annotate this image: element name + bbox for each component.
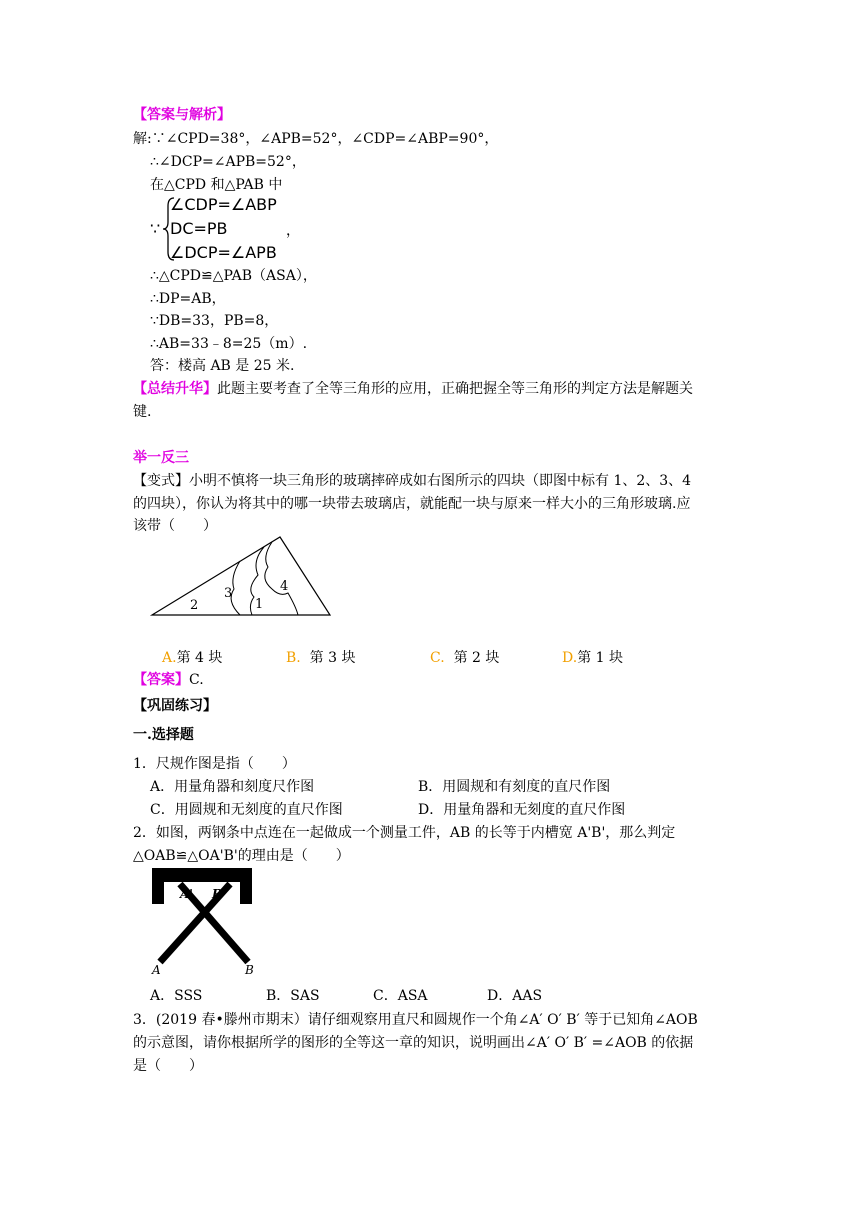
label-b: B (245, 963, 254, 977)
q1-option-d: D．用量角器和无刻度的直尺作图 (418, 802, 626, 818)
solution-line-1: 解:∵∠CPD=38°，∠APB=52°，∠CDP=∠ABP=90°， (133, 131, 499, 147)
label-a: A (152, 963, 161, 977)
q2-stem-2: △OAB≌△OA'B'的理由是（ ） (133, 848, 350, 864)
solution-line-8: 答：楼高 AB 是 25 米. (150, 358, 295, 374)
q2-option-b: B．SAS (266, 988, 320, 1004)
variant-option-b (286, 649, 355, 667)
label-b-prime: B' (212, 887, 226, 901)
practice-header: 【巩固练习】 (133, 698, 217, 714)
measuring-tool-figure (150, 866, 256, 978)
solution-line-2: ∴∠DCP=∠APB=52°， (150, 154, 306, 170)
summary-line-2: 键. (133, 404, 152, 420)
variant-option-d (562, 649, 623, 667)
variant-text-1: 小明不慎将一块三角形的玻璃摔碎成如右图所示的四块（即图中标有 1、2、3、4 (189, 473, 692, 489)
solution-line-7: ∴AB=33﹣8=25（m）. (150, 336, 308, 352)
variant-answer (133, 671, 204, 689)
label-a-prime: A' (180, 887, 193, 901)
variant-answer-value: C. (189, 672, 204, 688)
q2-option-c: C．ASA (373, 988, 428, 1004)
condition-2: DC=PB (170, 219, 228, 238)
option-letter: B. (286, 650, 301, 666)
variant-line-2: 的四块），你认为将其中的哪一块带去玻璃店，就能配一块与原来一样大小的三角形玻璃.应 (133, 496, 691, 512)
piece-label-3: 3 (224, 586, 233, 601)
option-letter: C. (430, 650, 445, 666)
condition-2-comma: ， (286, 223, 300, 239)
summary-line-1 (133, 380, 693, 398)
q2-option-a: A．SSS (150, 988, 203, 1004)
summary-header: 【总结升华】 (133, 381, 217, 397)
condition-1: ∠CDP=∠ABP (170, 195, 277, 214)
variant-option-a (162, 649, 222, 667)
variant-answer-header: 【答案】 (133, 672, 189, 688)
q2-stem-1: 2．如图，两钢条中点连在一起做成一个测量工件，AB 的长等于内槽宽 A'B'，那么判定 (133, 825, 676, 841)
piece-label-4: 2 (190, 598, 199, 613)
option-text: 第 4 块 (176, 650, 223, 666)
variant-line-1 (133, 472, 691, 490)
solution-line-6: ∵DB=33，PB=8， (150, 313, 279, 329)
q3-line-1: 3．(2019 春•滕州市期末）请仔细观察用直尺和圆规作一个角∠A′ O′ B′ 等于已知角∠AOB (133, 1012, 698, 1028)
variant-header: 【变式】 (133, 473, 189, 489)
variant-line-3: 该带（ ） (133, 518, 217, 534)
q3-line-2: 的示意图，请你根据所学的图形的全等这一章的知识，说明画出∠A′ O′ B′ =∠AOB 的依据 (133, 1035, 694, 1051)
variant-option-c (430, 649, 499, 667)
q1-option-c: C．用圆规和无刻度的直尺作图 (150, 802, 343, 818)
option-letter: A. (162, 650, 177, 666)
q1-option-a: A．用量角器和刻度尺作图 (150, 779, 315, 795)
piece-label-2: 4 (280, 579, 289, 594)
piece-label-1: 1 (255, 597, 264, 612)
q3-line-3: 是（ ） (133, 1058, 203, 1074)
section-choice: 一.选择题 (133, 727, 194, 743)
variant-title: 举一反三 (133, 450, 189, 466)
option-text: 第 3 块 (309, 650, 356, 666)
solution-line-4: ∴△CPD≌△PAB（ASA）， (150, 268, 317, 284)
q2-option-d: D．AAS (487, 988, 543, 1004)
q1-option-b: B．用圆规和有刻度的直尺作图 (418, 779, 611, 795)
option-text: 第 2 块 (453, 650, 500, 666)
because-symbol: ∵ (150, 219, 161, 238)
solution-line-3: 在△CPD 和△PAB 中 (150, 177, 283, 193)
solution-line-5: ∴DP=AB， (150, 291, 226, 307)
summary-text-1: 此题主要考查了全等三角形的应用，正确把握全等三角形的判定方法是解题关 (217, 381, 693, 397)
q1-stem: 1．尺规作图是指（ ） (133, 756, 296, 772)
option-letter: D. (562, 650, 578, 666)
broken-triangle-figure (148, 533, 334, 619)
option-text: 第 1 块 (577, 650, 623, 666)
condition-3: ∠DCP=∠APB (170, 243, 277, 262)
answer-analysis-header: 【答案与解析】 (133, 107, 231, 123)
